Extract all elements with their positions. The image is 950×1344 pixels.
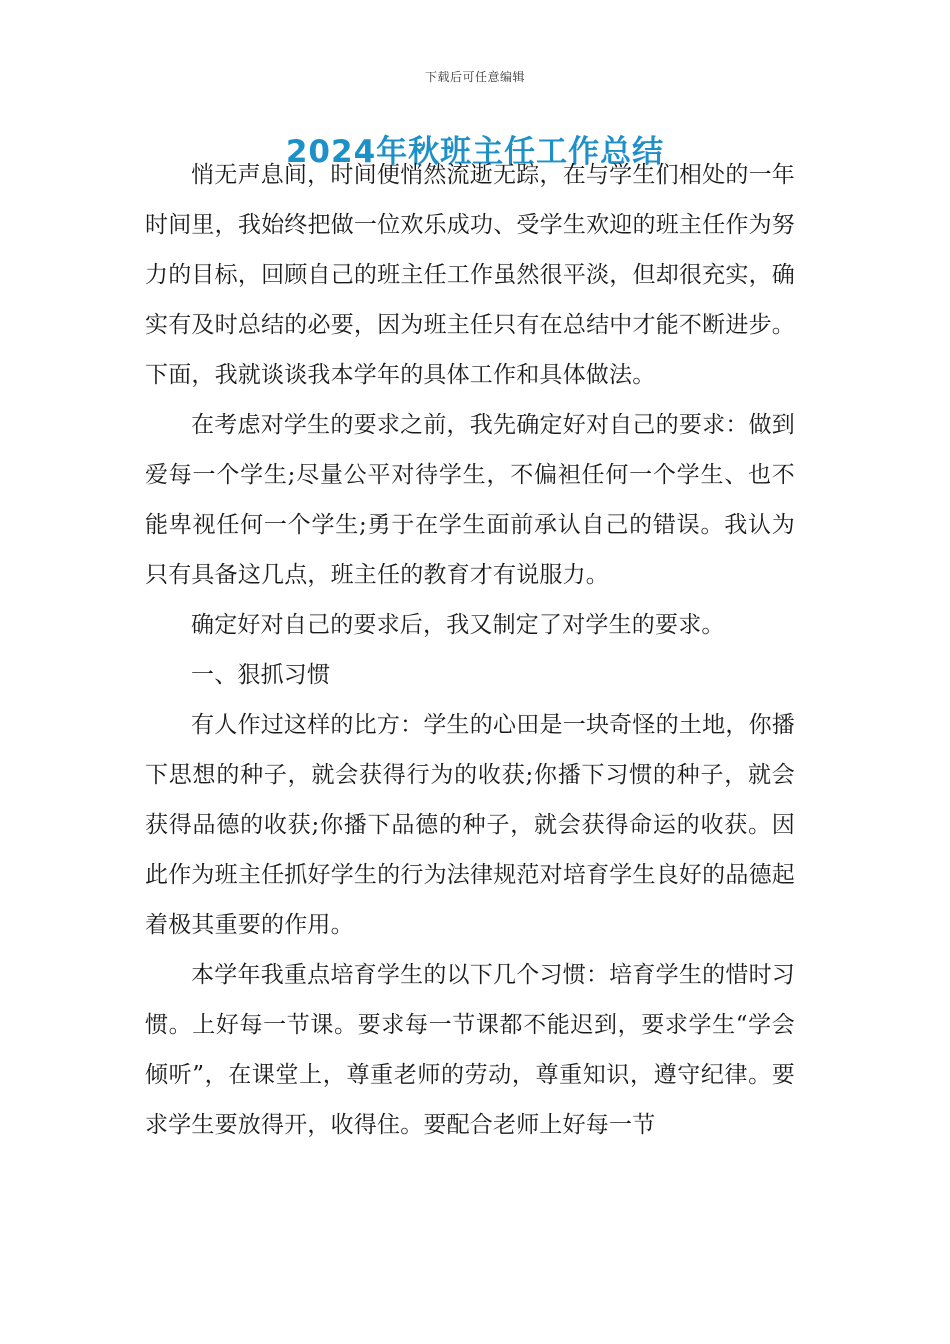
header-note: 下载后可任意编辑 (424, 70, 525, 84)
paragraph: 本学年我重点培育学生的以下几个习惯：培育学生的惜时习惯。上好每一节课。要求每一节课都不能迟到，要求学生“学会倾听”，在课堂上，尊重老师的劳动，尊重知识，遵守纪律。要求学生要放得开，收得住。要配合老师上好每一节 (145, 962, 795, 1138)
paragraph: 悄无声息间，时间便悄然流逝无踪，在与学生们相处的一年时间里，我始终把做一位欢乐成功、受学生欢迎的班主任作为努力的目标，回顾自己的班主任工作虽然很平淡，但却很充实，确实有及时总结的必要，因为班主任只有在总结中才能不断进步。下面，我就谈谈我本学年的具体工作和具体做法。 (145, 162, 795, 388)
paragraph: 在考虑对学生的要求之前，我先确定好对自己的要求：做到爱每一个学生;尽量公平对待学生，不偏袒任何一个学生、也不能卑视任何一个学生;勇于在学生面前承认自己的错误。我认为只有具备这几点，班主任的教育才有说服力。 (145, 412, 795, 588)
paragraph: 有人作过这样的比方：学生的心田是一块奇怪的土地，你播下思想的种子，就会获得行为的收获;你播下习惯的种子，就会获得品德的收获;你播下品德的种子，就会获得命运的收获。因此作为班主任抓好学生的行为法律规范对培育学生良好的品德起着极其重要的作用。 (145, 712, 795, 938)
paragraph: 确定好对自己的要求后，我又制定了对学生的要求。 (191, 612, 725, 638)
section-heading: 一、狠抓习惯 (191, 662, 331, 688)
document-body (145, 150, 795, 1150)
document-title: 2024年秋班主任工作总结 (285, 134, 665, 170)
